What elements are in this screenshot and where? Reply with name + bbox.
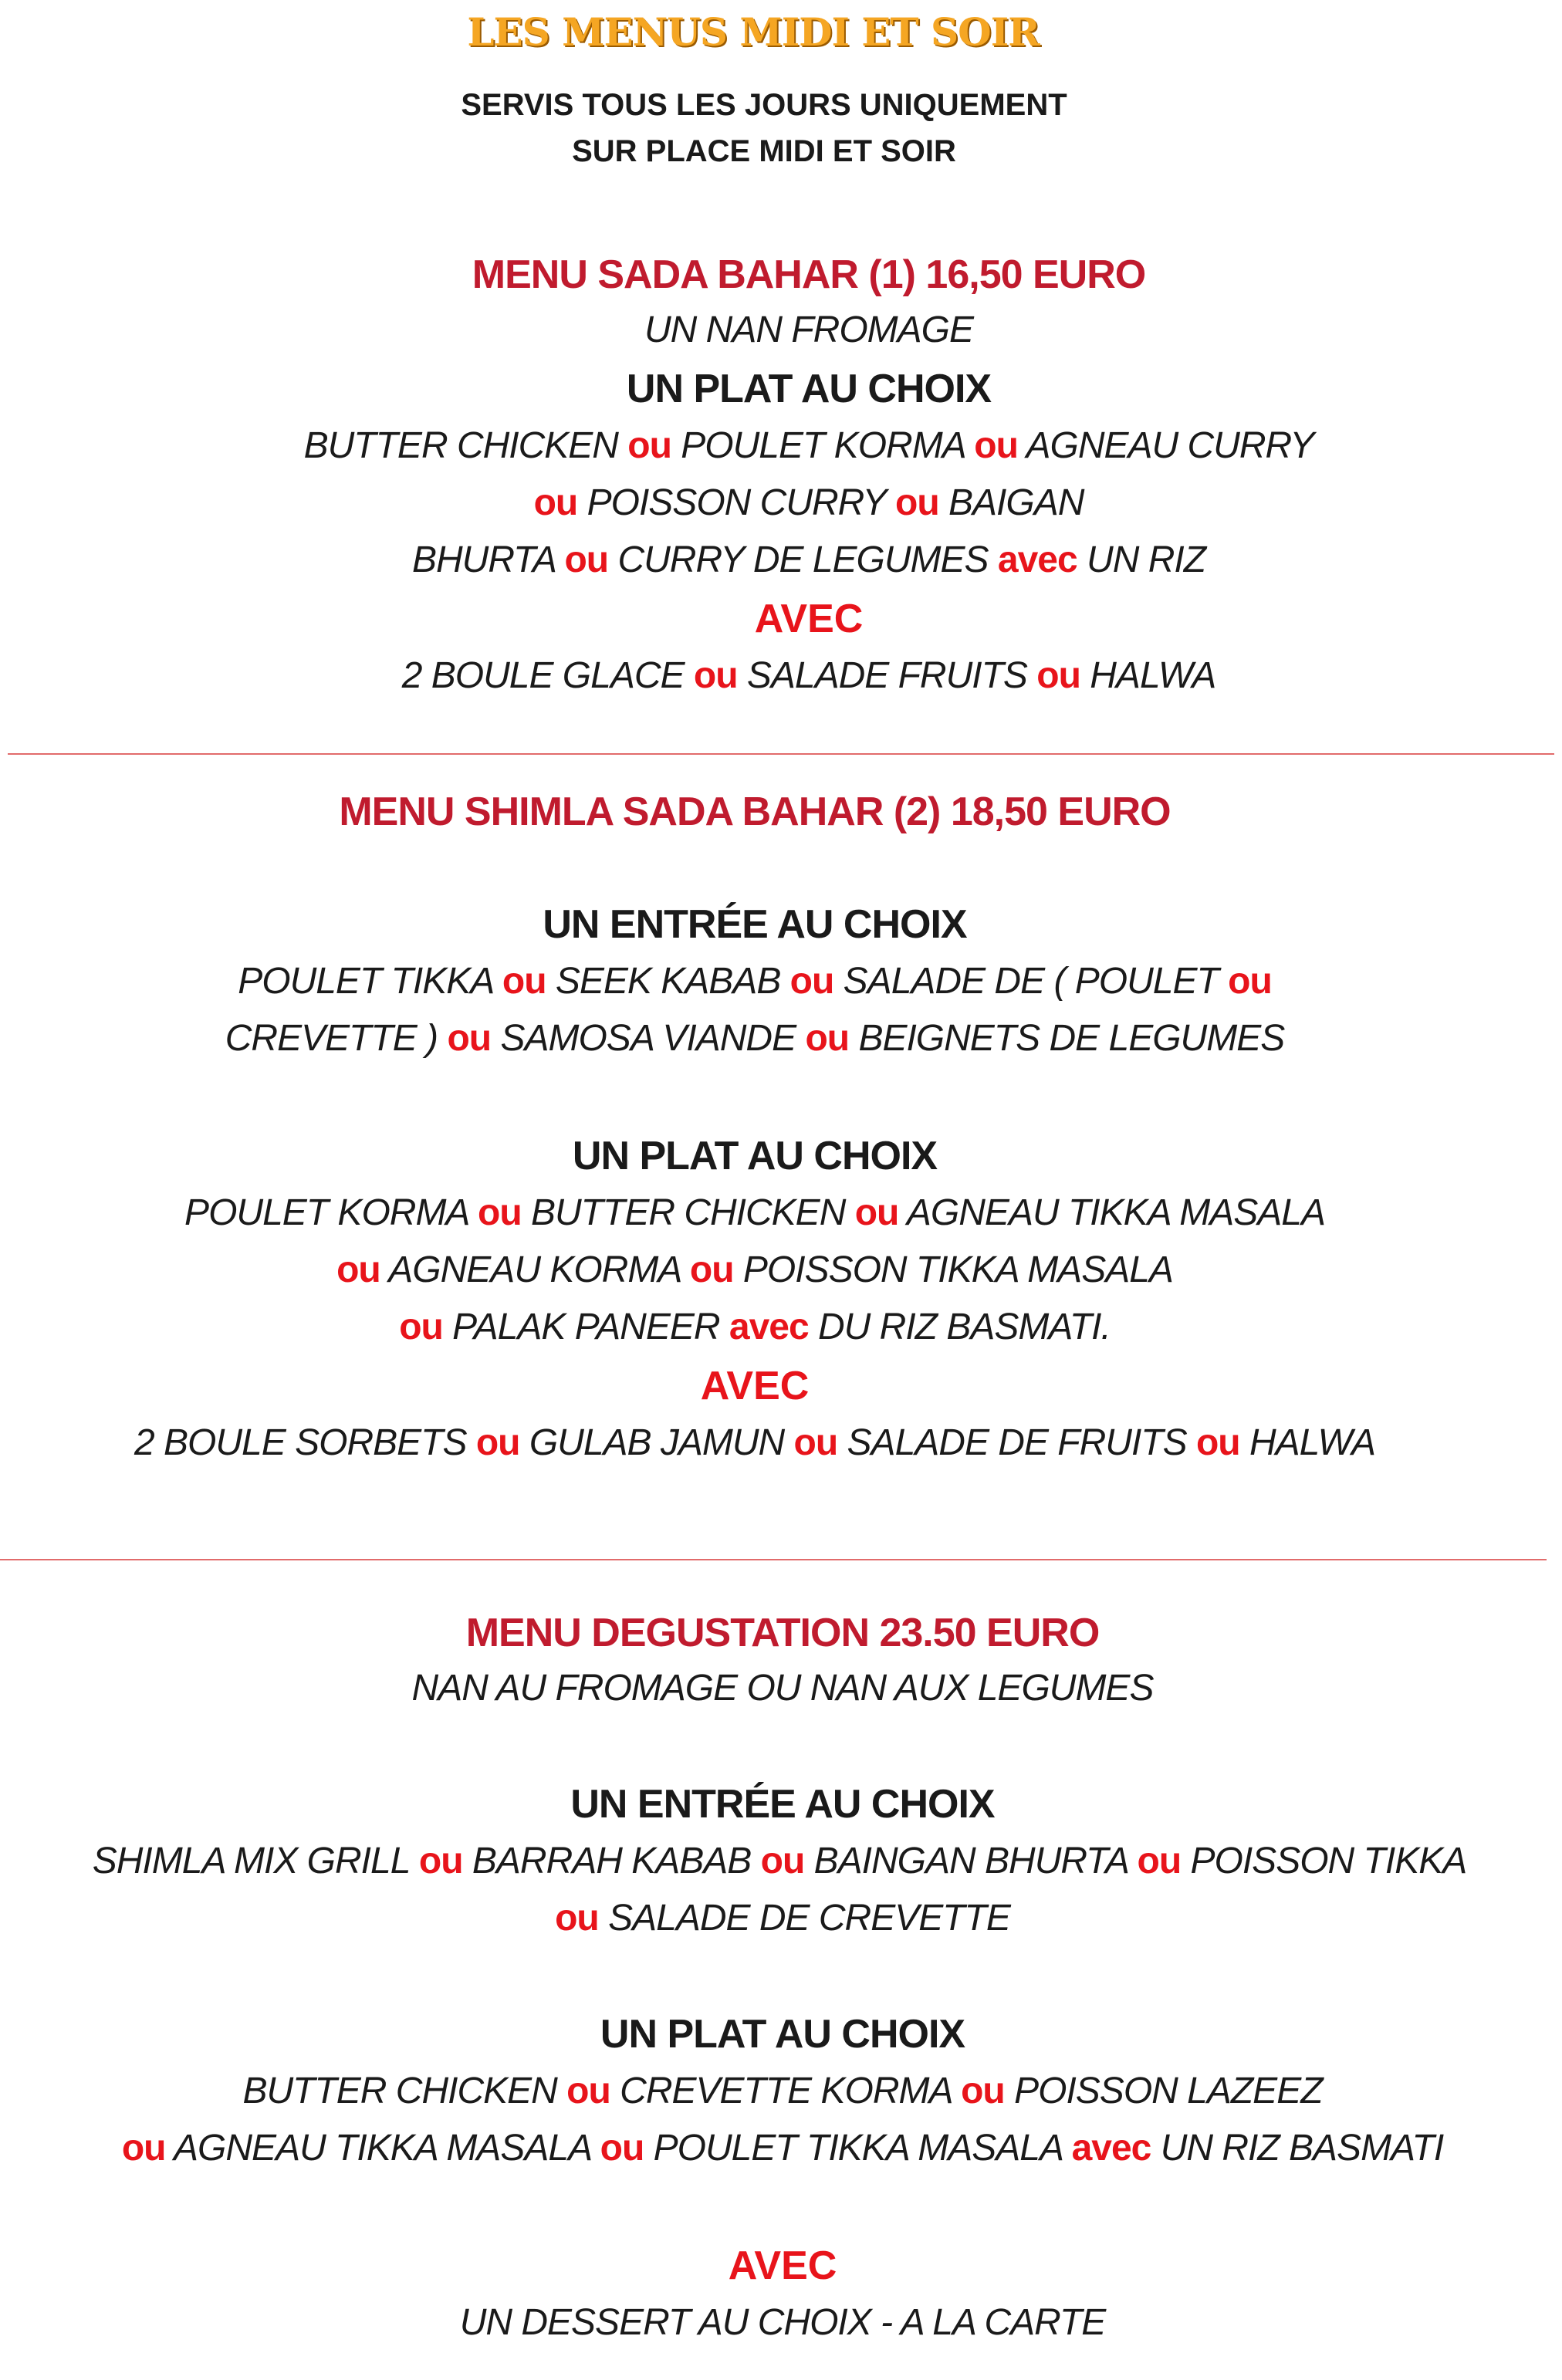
entree-line [238,960,1272,1002]
dish: POULET KORMA [184,1192,468,1233]
dish: AGNEAU KORMA [388,1249,681,1290]
plat-heading: UN PLAT AU CHOIX [572,1134,938,1178]
plat-heading: UN PLAT AU CHOIX [600,2012,965,2057]
subtitle-line-1: SERVIS TOUS LES JOURS UNIQUEMENT [461,88,1067,122]
or-separator: ou [121,2128,166,2169]
entree-heading: UN ENTRÉE AU CHOIX [543,902,967,947]
entree-line [93,1840,1467,1882]
dish: SAMOSA VIANDE [500,1018,796,1059]
plat-line [336,1249,1173,1291]
or-separator: ou [447,1018,492,1059]
dessert: HALWA [1090,655,1216,696]
dish: UN RIZ [1087,539,1206,580]
with-separator: avec [729,1307,809,1347]
dish: POULET KORMA [681,425,965,466]
dish: CURRY DE LEGUMES [617,539,989,580]
dish: BHURTA [411,539,556,580]
dish: AGNEAU TIKKA MASALA [174,2128,591,2169]
dish: BAINGAN BHURTA [813,1841,1128,1881]
entree-line [225,1017,1284,1060]
dish: BUTTER CHICKEN [242,2071,557,2111]
dish: POISSON TIKKA [1190,1841,1467,1881]
dish: SALADE DE CREVETTE [608,1898,1010,1939]
or-separator: ou [961,2071,1005,2111]
dish: CREVETTE KORMA [620,2071,952,2111]
or-separator: ou [693,655,738,696]
or-separator: ou [399,1307,443,1347]
or-separator: ou [475,1422,520,1463]
or-separator: ou [600,2128,644,2169]
or-separator: ou [564,539,609,580]
section-divider [8,753,1554,755]
with-separator: avec [1071,2128,1151,2169]
menu-title: MENU DEGUSTATION 23.50 EURO [465,1611,1100,1655]
dish: BEIGNETS DE LEGUMES [858,1018,1285,1059]
menu-title: MENU SHIMLA SADA BAHAR (2) 18,50 EURO [339,789,1171,834]
entree-heading: UN ENTRÉE AU CHOIX [570,1782,995,1827]
dessert: 2 BOULE GLACE [401,655,685,696]
dessert: HALWA [1249,1422,1375,1463]
dish: POISSON LAZEEZ [1014,2071,1323,2111]
menu-intro: NAN AU FROMAGE OU NAN AUX LEGUMES [411,1668,1154,1709]
or-separator: ou [789,961,834,1002]
plat-line [184,1192,1325,1234]
plat-line [412,539,1205,581]
dish: AGNEAU CURRY [1026,425,1314,466]
dish: DU RIZ BASMATI. [818,1307,1111,1347]
plat-line [399,1306,1111,1348]
or-separator: ou [336,1249,380,1290]
menu-intro: UN NAN FROMAGE [644,309,974,350]
or-separator: ou [760,1841,805,1881]
avec-heading: AVEC [700,1364,810,1408]
or-separator: ou [793,1422,838,1463]
plat-line [304,424,1314,467]
dish: BAIGAN [948,482,1084,523]
or-separator: ou [1036,655,1080,696]
or-separator: ou [854,1192,899,1233]
plat-line [242,2070,1322,2112]
dish: BUTTER CHICKEN [531,1192,846,1233]
dish: UN RIZ BASMATI [1160,2128,1444,2169]
or-separator: ou [566,2071,610,2111]
or-separator: ou [805,1018,850,1059]
dish: POISSON TIKKA MASALA [742,1249,1173,1290]
or-separator: ou [555,1898,599,1939]
dessert-line [402,654,1216,697]
dessert: SALADE DE FRUITS [847,1422,1187,1463]
dish: POISSON CURRY [587,482,886,523]
subtitle-line-2: SUR PLACE MIDI ET SOIR [572,134,956,168]
avec-heading: AVEC [728,2243,837,2288]
or-separator: ou [1195,1422,1240,1463]
dish: SHIMLA MIX GRILL [92,1841,410,1881]
or-separator: ou [478,1192,522,1233]
dessert: 2 BOULE SORBETS [134,1422,467,1463]
plat-heading: UN PLAT AU CHOIX [626,367,992,411]
entree-line [555,1897,1010,1939]
dish: SEEK KABAB [555,961,781,1002]
dish: AGNEAU TIKKA MASALA [906,1192,1325,1233]
or-separator: ou [502,961,546,1002]
dessert: GULAB JAMUN [529,1422,785,1463]
dish: BARRAH KABAB [472,1841,752,1881]
dish: POULET TIKKA [238,961,493,1002]
dessert-line [134,1422,1375,1464]
dessert-line: UN DESSERT AU CHOIX - A LA CARTE [459,2302,1106,2343]
page-title: LES MENUS MIDI ET SOIR [467,9,1040,55]
avec-heading: AVEC [754,597,864,641]
menu-title: MENU SADA BAHAR (1) 16,50 EURO [472,252,1146,297]
dish: BUTTER CHICKEN [303,425,618,466]
dish: POULET TIKKA MASALA [653,2128,1063,2169]
plat-line [122,2127,1443,2169]
dish: CREVETTE ) [225,1018,438,1059]
or-separator: ou [627,425,671,466]
or-separator: ou [533,482,578,523]
dish: PALAK PANEER [452,1307,720,1347]
or-separator: ou [689,1249,734,1290]
section-divider [0,1559,1547,1560]
or-separator: ou [895,482,939,523]
dessert: SALADE FRUITS [746,655,1027,696]
or-separator: ou [1228,961,1272,1002]
with-separator: avec [997,539,1077,580]
or-separator: ou [974,425,1018,466]
plat-line [534,482,1084,524]
or-separator: ou [418,1841,463,1881]
dish: SALADE DE ( POULET [843,961,1219,1002]
or-separator: ou [1137,1841,1182,1881]
